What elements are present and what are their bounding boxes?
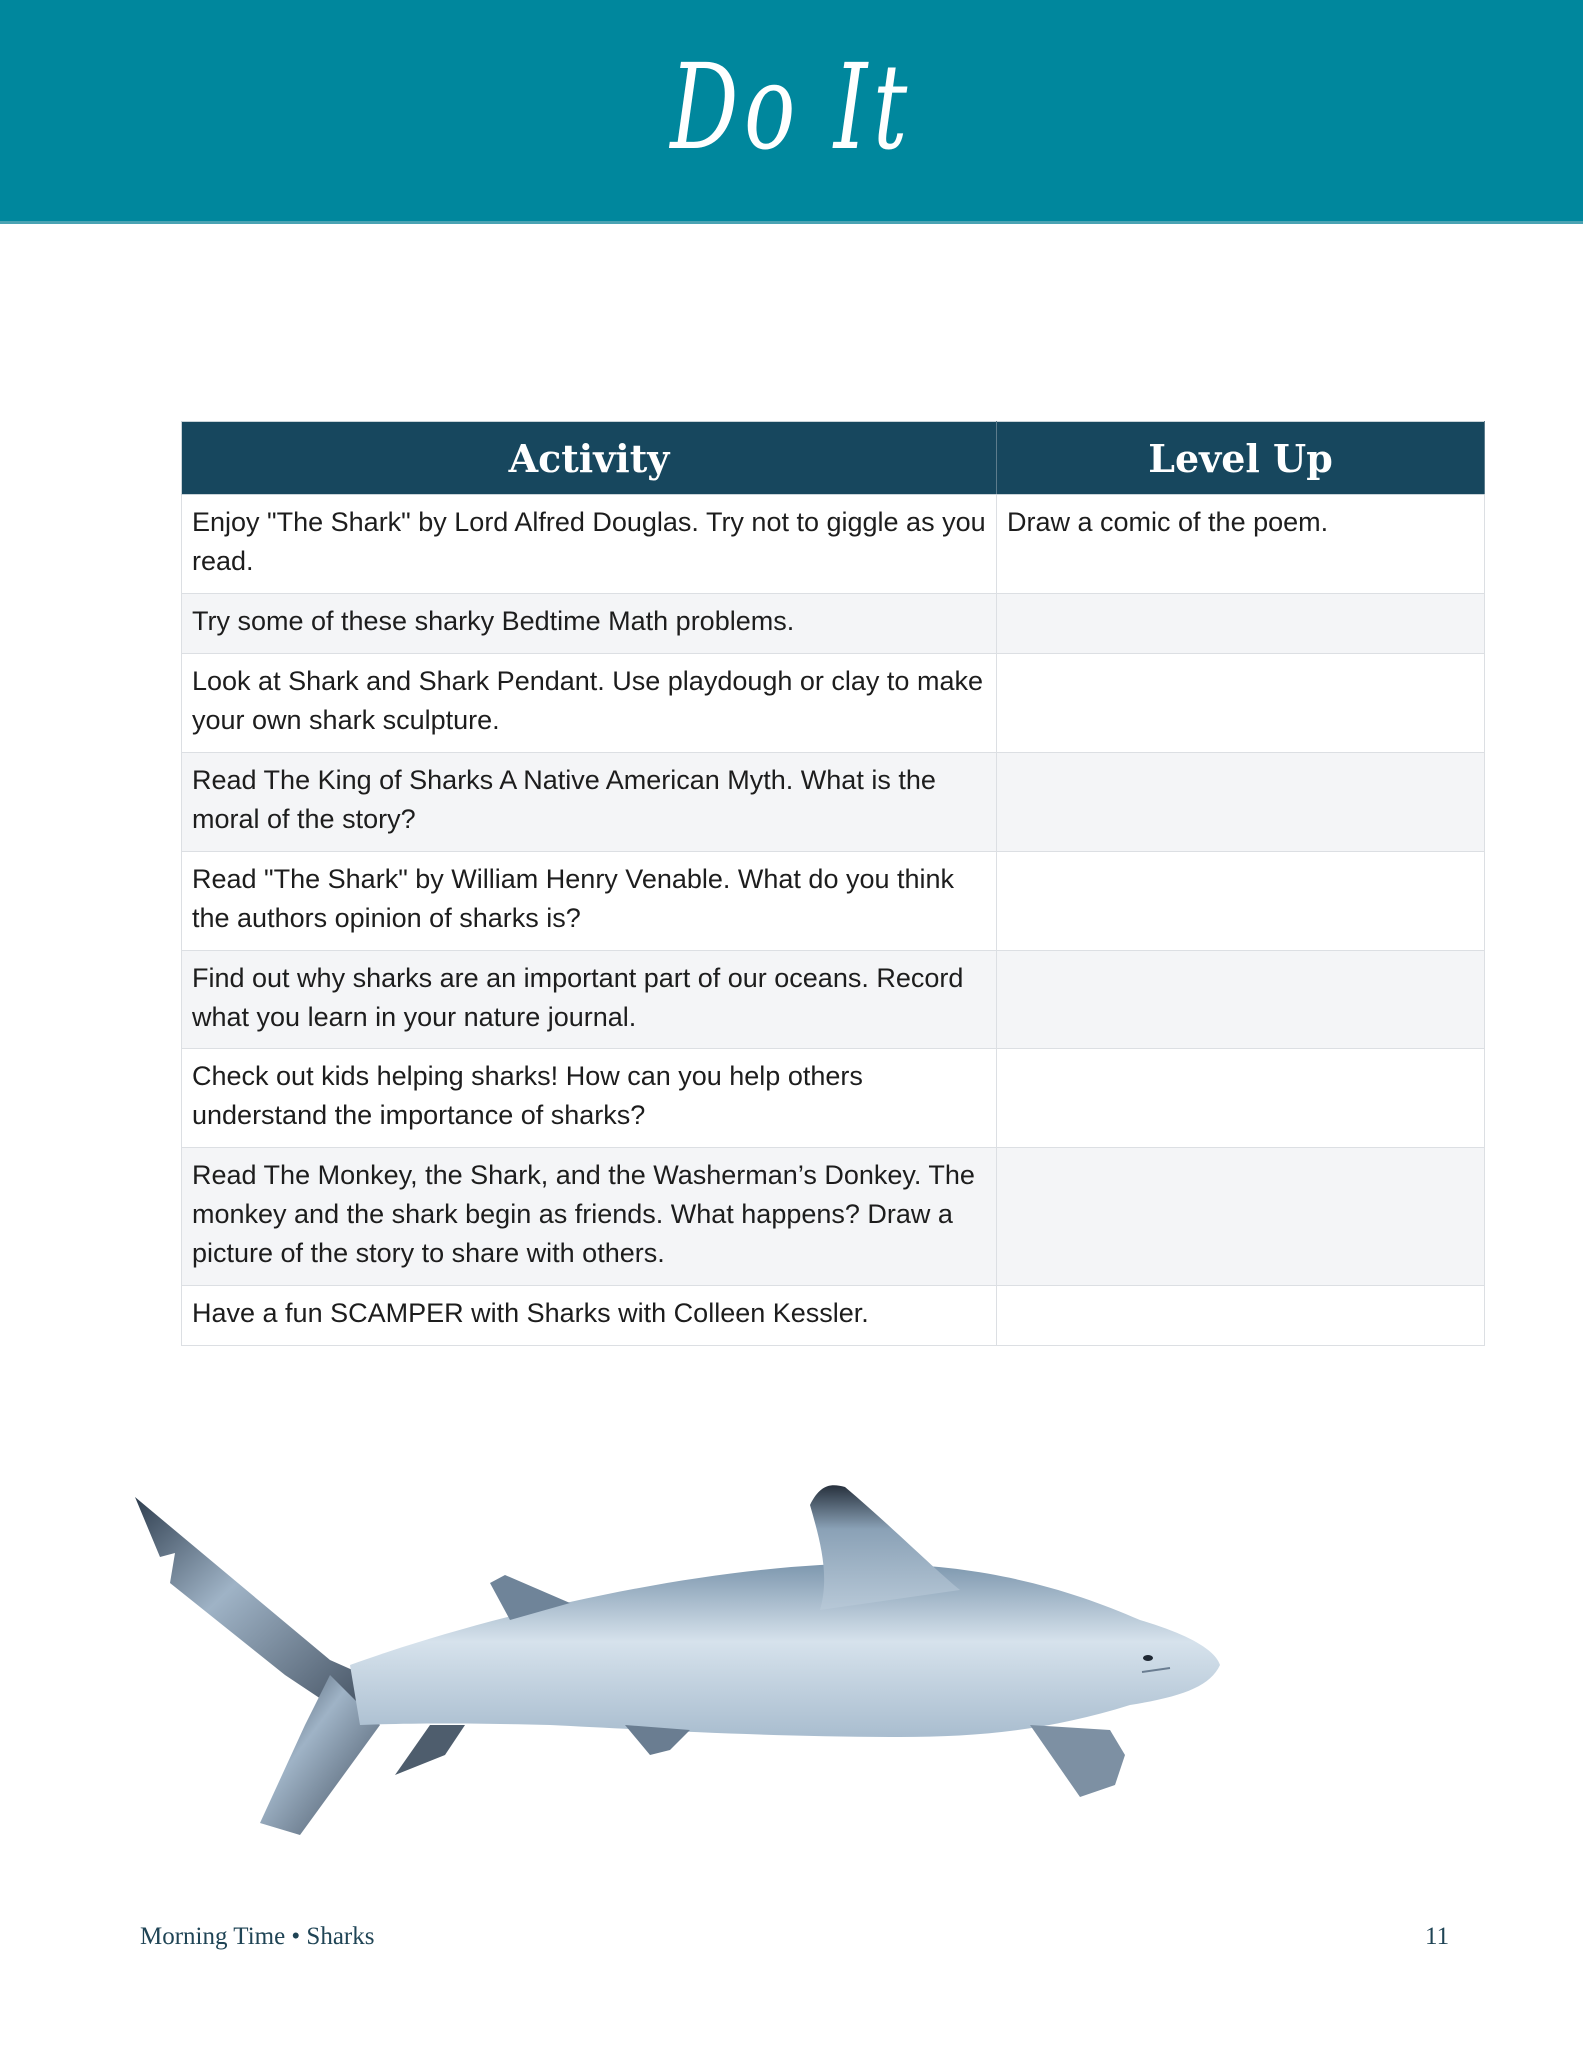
activity-cell: Have a fun SCAMPER with Sharks with Colleen Kessler. — [182, 1286, 997, 1346]
page-number: 11 — [1425, 1923, 1450, 1950]
level-up-cell — [997, 1286, 1485, 1346]
shark-illustration-icon — [130, 1425, 1395, 1845]
column-header-level-up: Level Up — [997, 422, 1485, 495]
table-row — [182, 852, 1485, 951]
activity-cell: Read "The Shark" by William Henry Venable. What do you think the authors opinion of sharks is? — [182, 852, 997, 951]
activities-table — [181, 421, 1485, 1346]
level-up-cell — [997, 654, 1485, 753]
table-row — [182, 594, 1485, 654]
table-row — [182, 654, 1485, 753]
level-up-cell — [997, 594, 1485, 654]
activity-cell: Read The Monkey, the Shark, and the Washerman’s Donkey. The monkey and the shark begin as friends. What happens? Draw a picture of the story to share with others. — [182, 1148, 997, 1286]
table-row — [182, 753, 1485, 852]
level-up-cell — [997, 852, 1485, 951]
table-row — [182, 951, 1485, 1049]
column-header-activity: Activity — [182, 422, 997, 495]
activity-cell: Read The King of Sharks A Native American Myth. What is the moral of the story? — [182, 753, 997, 852]
level-up-cell — [997, 1148, 1485, 1286]
footer-title: Morning Time • Sharks — [140, 1923, 375, 1950]
level-up-cell — [997, 951, 1485, 1049]
page-title: Do It — [670, 37, 913, 176]
table-header-row — [182, 422, 1485, 495]
level-up-cell: Draw a comic of the poem. — [997, 495, 1485, 594]
page-banner — [0, 0, 1583, 224]
table-row — [182, 1148, 1485, 1286]
table-row — [182, 495, 1485, 594]
activity-cell: Enjoy "The Shark" by Lord Alfred Douglas. Try not to giggle as you read. — [182, 495, 997, 594]
level-up-cell — [997, 753, 1485, 852]
activity-cell: Look at Shark and Shark Pendant. Use playdough or clay to make your own shark sculpture. — [182, 654, 997, 753]
table-row — [182, 1286, 1485, 1346]
activity-cell: Check out kids helping sharks! How can you help others understand the importance of sharks? — [182, 1049, 997, 1148]
level-up-cell — [997, 1049, 1485, 1148]
table-row — [182, 1049, 1485, 1148]
activity-cell: Find out why sharks are an important part of our oceans. Record what you learn in your nature journal. — [182, 951, 997, 1049]
activity-cell: Try some of these sharky Bedtime Math problems. — [182, 594, 997, 654]
